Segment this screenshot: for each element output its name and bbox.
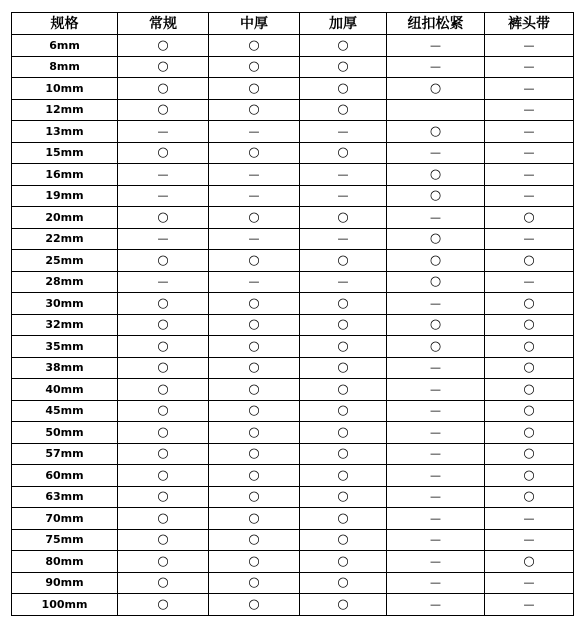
extra-thick-cell: — xyxy=(300,164,387,186)
button-elastic-cell: ○ xyxy=(387,271,485,293)
size-cell: 6mm xyxy=(12,35,118,57)
button-elastic-cell: ○ xyxy=(387,250,485,272)
waistband-cell: ○ xyxy=(485,293,574,315)
extra-thick-cell: ○ xyxy=(300,35,387,57)
size-cell: 13mm xyxy=(12,121,118,143)
waistband-cell: ○ xyxy=(485,250,574,272)
extra-thick-cell: — xyxy=(300,185,387,207)
regular-cell: ○ xyxy=(118,357,209,379)
table-row xyxy=(12,594,574,616)
extra-thick-cell: ○ xyxy=(300,465,387,487)
table-row xyxy=(12,508,574,530)
medium-thick-cell: ○ xyxy=(209,508,300,530)
regular-cell: ○ xyxy=(118,465,209,487)
extra-thick-cell: ○ xyxy=(300,142,387,164)
extra-thick-cell: — xyxy=(300,228,387,250)
button-elastic-cell: — xyxy=(387,56,485,78)
regular-cell: ○ xyxy=(118,529,209,551)
table-row xyxy=(12,35,574,57)
table-body xyxy=(12,35,574,616)
size-cell: 38mm xyxy=(12,357,118,379)
regular-cell: ○ xyxy=(118,35,209,57)
regular-cell: ○ xyxy=(118,99,209,121)
waistband-cell: ○ xyxy=(485,400,574,422)
table-row xyxy=(12,271,574,293)
extra-thick-cell: ○ xyxy=(300,78,387,100)
extra-thick-cell: ○ xyxy=(300,486,387,508)
table-row xyxy=(12,228,574,250)
waistband-cell: — xyxy=(485,164,574,186)
size-cell: 60mm xyxy=(12,465,118,487)
extra-thick-cell: — xyxy=(300,271,387,293)
table-row xyxy=(12,422,574,444)
medium-thick-cell: ○ xyxy=(209,400,300,422)
regular-cell: ○ xyxy=(118,207,209,229)
medium-thick-cell: ○ xyxy=(209,551,300,573)
extra-thick-cell: ○ xyxy=(300,400,387,422)
waistband-cell: — xyxy=(485,142,574,164)
medium-thick-cell: ○ xyxy=(209,336,300,358)
waistband-cell: — xyxy=(485,228,574,250)
regular-cell: ○ xyxy=(118,400,209,422)
table-row xyxy=(12,551,574,573)
button-elastic-cell: — xyxy=(387,207,485,229)
table-row xyxy=(12,293,574,315)
regular-cell: ○ xyxy=(118,508,209,530)
extra-thick-cell: ○ xyxy=(300,379,387,401)
header-row xyxy=(12,13,574,35)
button-elastic-cell: — xyxy=(387,443,485,465)
waistband-cell: ○ xyxy=(485,551,574,573)
size-cell: 80mm xyxy=(12,551,118,573)
medium-thick-cell: — xyxy=(209,228,300,250)
waistband-cell: ○ xyxy=(485,422,574,444)
button-elastic-cell: — xyxy=(387,142,485,164)
medium-thick-cell: ○ xyxy=(209,142,300,164)
waistband-cell: — xyxy=(485,78,574,100)
button-elastic-cell: — xyxy=(387,465,485,487)
waistband-cell: ○ xyxy=(485,465,574,487)
table-row xyxy=(12,250,574,272)
medium-thick-cell: — xyxy=(209,164,300,186)
extra-thick-cell: ○ xyxy=(300,99,387,121)
size-cell: 28mm xyxy=(12,271,118,293)
button-elastic-cell: ○ xyxy=(387,164,485,186)
button-elastic-cell: ○ xyxy=(387,314,485,336)
button-elastic-cell: — xyxy=(387,293,485,315)
button-elastic-cell: ○ xyxy=(387,336,485,358)
regular-cell: ○ xyxy=(118,78,209,100)
regular-cell: ○ xyxy=(118,551,209,573)
regular-cell: ○ xyxy=(118,336,209,358)
header-extra-thick: 加厚 xyxy=(300,13,387,35)
size-cell: 70mm xyxy=(12,508,118,530)
button-elastic-cell: — xyxy=(387,551,485,573)
medium-thick-cell: ○ xyxy=(209,99,300,121)
regular-cell: ○ xyxy=(118,56,209,78)
medium-thick-cell: ○ xyxy=(209,250,300,272)
table-row xyxy=(12,142,574,164)
medium-thick-cell: ○ xyxy=(209,422,300,444)
table-row xyxy=(12,56,574,78)
button-elastic-cell: — xyxy=(387,35,485,57)
waistband-cell: ○ xyxy=(485,443,574,465)
button-elastic-cell: ○ xyxy=(387,228,485,250)
button-elastic-cell: — xyxy=(387,379,485,401)
button-elastic-cell: — xyxy=(387,357,485,379)
button-elastic-cell: ○ xyxy=(387,78,485,100)
medium-thick-cell: — xyxy=(209,121,300,143)
spec-table xyxy=(11,12,574,616)
waistband-cell: ○ xyxy=(485,379,574,401)
button-elastic-cell: ○ xyxy=(387,121,485,143)
size-cell: 63mm xyxy=(12,486,118,508)
table-row xyxy=(12,529,574,551)
regular-cell: ○ xyxy=(118,572,209,594)
table-row xyxy=(12,121,574,143)
waistband-cell: — xyxy=(485,99,574,121)
regular-cell: ○ xyxy=(118,422,209,444)
waistband-cell: ○ xyxy=(485,314,574,336)
regular-cell: — xyxy=(118,164,209,186)
extra-thick-cell: ○ xyxy=(300,293,387,315)
size-cell: 45mm xyxy=(12,400,118,422)
header-size: 规格 xyxy=(12,13,118,35)
medium-thick-cell: ○ xyxy=(209,357,300,379)
extra-thick-cell: ○ xyxy=(300,594,387,616)
size-cell: 10mm xyxy=(12,78,118,100)
header-button-elastic: 纽扣松紧 xyxy=(387,13,485,35)
regular-cell: — xyxy=(118,228,209,250)
medium-thick-cell: ○ xyxy=(209,78,300,100)
extra-thick-cell: ○ xyxy=(300,336,387,358)
extra-thick-cell: ○ xyxy=(300,314,387,336)
medium-thick-cell: ○ xyxy=(209,572,300,594)
extra-thick-cell: ○ xyxy=(300,443,387,465)
waistband-cell: — xyxy=(485,56,574,78)
size-cell: 40mm xyxy=(12,379,118,401)
table-row xyxy=(12,443,574,465)
button-elastic-cell: — xyxy=(387,422,485,444)
size-cell: 19mm xyxy=(12,185,118,207)
extra-thick-cell: — xyxy=(300,121,387,143)
regular-cell: — xyxy=(118,271,209,293)
size-cell: 75mm xyxy=(12,529,118,551)
size-cell: 30mm xyxy=(12,293,118,315)
waistband-cell: — xyxy=(485,594,574,616)
medium-thick-cell: ○ xyxy=(209,293,300,315)
waistband-cell: ○ xyxy=(485,357,574,379)
waistband-cell: — xyxy=(485,529,574,551)
medium-thick-cell: — xyxy=(209,185,300,207)
medium-thick-cell: ○ xyxy=(209,314,300,336)
button-elastic-cell: — xyxy=(387,572,485,594)
size-cell: 15mm xyxy=(12,142,118,164)
medium-thick-cell: ○ xyxy=(209,594,300,616)
medium-thick-cell: ○ xyxy=(209,465,300,487)
waistband-cell: — xyxy=(485,271,574,293)
extra-thick-cell: ○ xyxy=(300,529,387,551)
button-elastic-cell: — xyxy=(387,529,485,551)
table-row xyxy=(12,99,574,121)
medium-thick-cell: ○ xyxy=(209,56,300,78)
table-row xyxy=(12,78,574,100)
size-cell: 90mm xyxy=(12,572,118,594)
waistband-cell: ○ xyxy=(485,336,574,358)
button-elastic-cell: — xyxy=(387,400,485,422)
extra-thick-cell: ○ xyxy=(300,357,387,379)
waistband-cell: — xyxy=(485,121,574,143)
regular-cell: ○ xyxy=(118,314,209,336)
medium-thick-cell: ○ xyxy=(209,529,300,551)
medium-thick-cell: ○ xyxy=(209,443,300,465)
table-row xyxy=(12,207,574,229)
regular-cell: — xyxy=(118,185,209,207)
extra-thick-cell: ○ xyxy=(300,56,387,78)
header-waistband: 裤头带 xyxy=(485,13,574,35)
table-row xyxy=(12,379,574,401)
regular-cell: ○ xyxy=(118,379,209,401)
button-elastic-cell: ○ xyxy=(387,185,485,207)
table-row xyxy=(12,185,574,207)
waistband-cell: ○ xyxy=(485,486,574,508)
button-elastic-cell: — xyxy=(387,594,485,616)
extra-thick-cell: ○ xyxy=(300,572,387,594)
size-cell: 22mm xyxy=(12,228,118,250)
size-cell: 8mm xyxy=(12,56,118,78)
table-row xyxy=(12,486,574,508)
table-row xyxy=(12,336,574,358)
table-row xyxy=(12,357,574,379)
regular-cell: ○ xyxy=(118,443,209,465)
table-row xyxy=(12,314,574,336)
header-medium-thick: 中厚 xyxy=(209,13,300,35)
medium-thick-cell: ○ xyxy=(209,35,300,57)
header-regular: 常规 xyxy=(118,13,209,35)
button-elastic-cell: — xyxy=(387,508,485,530)
regular-cell: ○ xyxy=(118,250,209,272)
waistband-cell: — xyxy=(485,508,574,530)
regular-cell: ○ xyxy=(118,486,209,508)
medium-thick-cell: — xyxy=(209,271,300,293)
table-row xyxy=(12,465,574,487)
medium-thick-cell: ○ xyxy=(209,207,300,229)
size-cell: 16mm xyxy=(12,164,118,186)
waistband-cell: — xyxy=(485,572,574,594)
extra-thick-cell: ○ xyxy=(300,551,387,573)
regular-cell: — xyxy=(118,121,209,143)
waistband-cell: ○ xyxy=(485,207,574,229)
extra-thick-cell: ○ xyxy=(300,422,387,444)
extra-thick-cell: ○ xyxy=(300,508,387,530)
size-cell: 100mm xyxy=(12,594,118,616)
size-cell: 57mm xyxy=(12,443,118,465)
table-row xyxy=(12,164,574,186)
extra-thick-cell: ○ xyxy=(300,207,387,229)
size-cell: 32mm xyxy=(12,314,118,336)
waistband-cell: — xyxy=(485,35,574,57)
regular-cell: ○ xyxy=(118,293,209,315)
size-cell: 12mm xyxy=(12,99,118,121)
size-cell: 35mm xyxy=(12,336,118,358)
button-elastic-cell: — xyxy=(387,486,485,508)
waistband-cell: — xyxy=(485,185,574,207)
extra-thick-cell: ○ xyxy=(300,250,387,272)
button-elastic-cell xyxy=(387,99,485,121)
table-row xyxy=(12,400,574,422)
regular-cell: ○ xyxy=(118,594,209,616)
medium-thick-cell: ○ xyxy=(209,486,300,508)
size-cell: 20mm xyxy=(12,207,118,229)
regular-cell: ○ xyxy=(118,142,209,164)
size-cell: 50mm xyxy=(12,422,118,444)
size-cell: 25mm xyxy=(12,250,118,272)
table-row xyxy=(12,572,574,594)
medium-thick-cell: ○ xyxy=(209,379,300,401)
